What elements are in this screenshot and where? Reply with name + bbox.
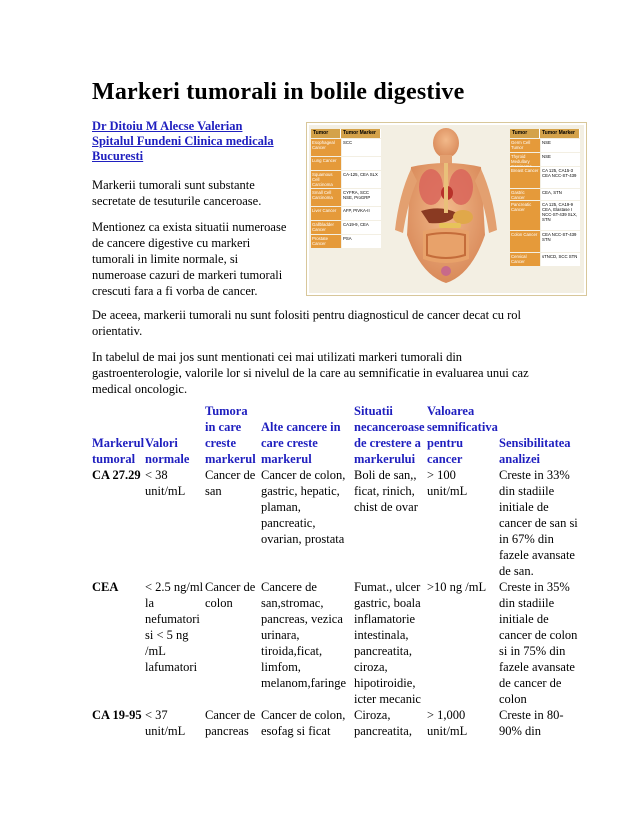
sensitivity-cell: Creste in 80-90% din xyxy=(499,708,564,738)
markers-table xyxy=(92,403,582,739)
normal-value: < 38 unit/mL xyxy=(145,468,186,498)
other-cancers-cell: Cancer de colon, gastric, hepatic, plaman, pancreatic, ovarian, prostata xyxy=(261,468,346,546)
human-anatomy-illustration xyxy=(381,125,511,293)
fig-left-marker: CA-125, CEA SLX xyxy=(341,171,381,188)
fig-left-tumor: Esophageal Cancer xyxy=(311,139,341,156)
fig-right-marker: NSE xyxy=(540,153,580,166)
table-row xyxy=(92,707,582,739)
tumor-cell: Cancer de colon xyxy=(205,580,256,610)
header-normal-values: Valori normale xyxy=(145,436,190,466)
fig-left-marker: PSA xyxy=(341,235,381,248)
author-block xyxy=(92,119,292,164)
fig-left-tumor: Small Cell Carcinoma xyxy=(311,189,341,206)
fig-right-tumor: Thyroid Medullary xyxy=(510,153,540,166)
fig-right-marker: sTNCD, SCC STN xyxy=(540,253,580,266)
marker-name: CA 27.29 xyxy=(92,468,141,482)
noncancer-cell: Boli de san,, ficat, rinich, chist de ovar xyxy=(354,468,418,514)
noncancer-cell: Fumat., ulcer gastric, boala inflamatorie intestinala, pancreatita, ciroza, hipotiroidie, icter mecanic xyxy=(354,580,421,706)
header-marker: Markerul tumoral xyxy=(92,436,145,466)
city-link[interactable]: Bucuresti xyxy=(92,149,144,163)
usage-paragraph: De aceea, markerii tumorali nu sunt folositi pentru diagnosticul de cancer decat cu rol orientativ. xyxy=(92,308,522,338)
fig-right-marker: CEA, STN xyxy=(540,189,580,200)
table-row xyxy=(92,467,582,579)
fig-left-tumor: Lung Cancer xyxy=(311,157,341,170)
fig-right-marker: CA 125, CA19-9 CEA, Elastase I NCC-ST-439 SLX, STN xyxy=(540,201,580,230)
significant-value-cell: > 100 unit/mL xyxy=(427,468,468,498)
header-other-cancers: Alte cancere in care creste markerul xyxy=(261,420,341,466)
normal-value: < 37 unit/mL xyxy=(145,708,186,738)
fig-right-tumor: Breast Cancer xyxy=(510,167,540,188)
normal-value: < 2.5 ng/ml la nefumatori si < 5 ng /mL lafumatori xyxy=(145,580,204,674)
fig-left-tumor: Gallbladder Cancer xyxy=(311,221,341,234)
header-significant-value: Valoarea semnificativa pentru cancer xyxy=(427,404,498,466)
fig-right-header-marker: Tumor Marker xyxy=(540,129,580,138)
fig-right-tumor: Gastric Cancer xyxy=(510,189,540,200)
tumor-cell: Cancer de san xyxy=(205,468,256,498)
significant-value-cell: > 1,000 unit/mL xyxy=(427,708,468,738)
sensitivity-cell: Creste in 33% din stadiile initiale de cancer de san si in 67% din fazele avansate de san. xyxy=(499,468,578,578)
fig-left-marker: SCC xyxy=(341,139,381,156)
fig-left-tumor: Squamous Cell Carcinoma xyxy=(311,171,341,188)
header-sensitivity: Sensibilitatea analizei xyxy=(499,436,571,466)
marker-name: CA 19-95 xyxy=(92,708,142,722)
other-cancers-cell: Cancere de san,stromac, pancreas, vezica urinara, tiroida,ficat, limfom, melanom,faringe xyxy=(261,580,347,690)
fig-left-marker xyxy=(341,157,381,170)
fig-left-tumor: Prostate Cancer xyxy=(311,235,341,248)
fig-left-header-tumor: Tumor xyxy=(311,129,341,138)
header-noncancer-situations: Situatii necanceroase de crestere a markerului xyxy=(354,404,425,466)
fig-right-marker: CEA NCC-ST-439 STN xyxy=(540,231,580,252)
fig-right-marker: NSE xyxy=(540,139,580,152)
note-paragraph: Mentionez ca exista situatii numeroase de cancere digestive cu markeri tumorali in limite normale, si numeroase cazuri de markeri tumorali crescuti fara a fi vorba de cancer. xyxy=(92,220,287,298)
fig-left-marker: CYFRA, SCC NSE, ProGRP xyxy=(341,189,381,206)
intro-paragraph: Markerii tumorali sunt substante secretate de tesuturile canceroase. xyxy=(92,178,262,208)
noncancer-cell: Ciroza, pancreatita, xyxy=(354,708,412,738)
fig-right-tumor: Germ Cell Tumor xyxy=(510,139,540,152)
marker-name: CEA xyxy=(92,580,119,594)
table-row xyxy=(92,579,582,707)
figure-left-table xyxy=(311,129,381,248)
fig-right-tumor: Pancreatic Cancer xyxy=(510,201,540,230)
fig-left-header-marker: Tumor Marker xyxy=(341,129,381,138)
table-header-row xyxy=(92,403,582,467)
tumor-cell: Cancer de pancreas xyxy=(205,708,256,738)
fig-right-marker: CA 125, CA15-3 CEA NCC-ST-439 xyxy=(540,167,580,188)
figure-right-table xyxy=(510,129,580,266)
fig-left-marker: AFP, PIVKA-II xyxy=(341,207,381,220)
table-intro-paragraph: In tabelul de mai jos sunt mentionati cei mai utilizati markeri tumorali din gastroenterologie, valorile lor si nivelul de la care au semnificatie in evaluarea unui caz medical oncologic. xyxy=(92,350,529,396)
fig-left-tumor: Liver Cancer xyxy=(311,207,341,220)
header-tumor: Tumora in care creste markerul xyxy=(205,404,256,466)
hospital-link[interactable]: Spitalul Fundeni Clinica medicala xyxy=(92,134,274,148)
fig-right-tumor: Colon Cancer xyxy=(510,231,540,252)
fig-right-header-tumor: Tumor xyxy=(510,129,540,138)
tumor-marker-figure xyxy=(306,122,587,296)
significant-value-cell: >10 ng /mL xyxy=(427,580,487,594)
fig-left-marker: CA19-9, CEA xyxy=(341,221,381,234)
sensitivity-cell: Creste in 35% din stadiile initiale de cancer de colon si in 75% din fazele avansate de cancer de colon xyxy=(499,580,578,706)
fig-right-tumor: Cervical Cancer xyxy=(510,253,540,266)
other-cancers-cell: Cancer de colon, esofag si ficat xyxy=(261,708,346,738)
page-title: Markeri tumorali in bolile digestive xyxy=(92,79,465,105)
author-name-link[interactable]: Dr Ditoiu M Alecse Valerian xyxy=(92,119,243,133)
